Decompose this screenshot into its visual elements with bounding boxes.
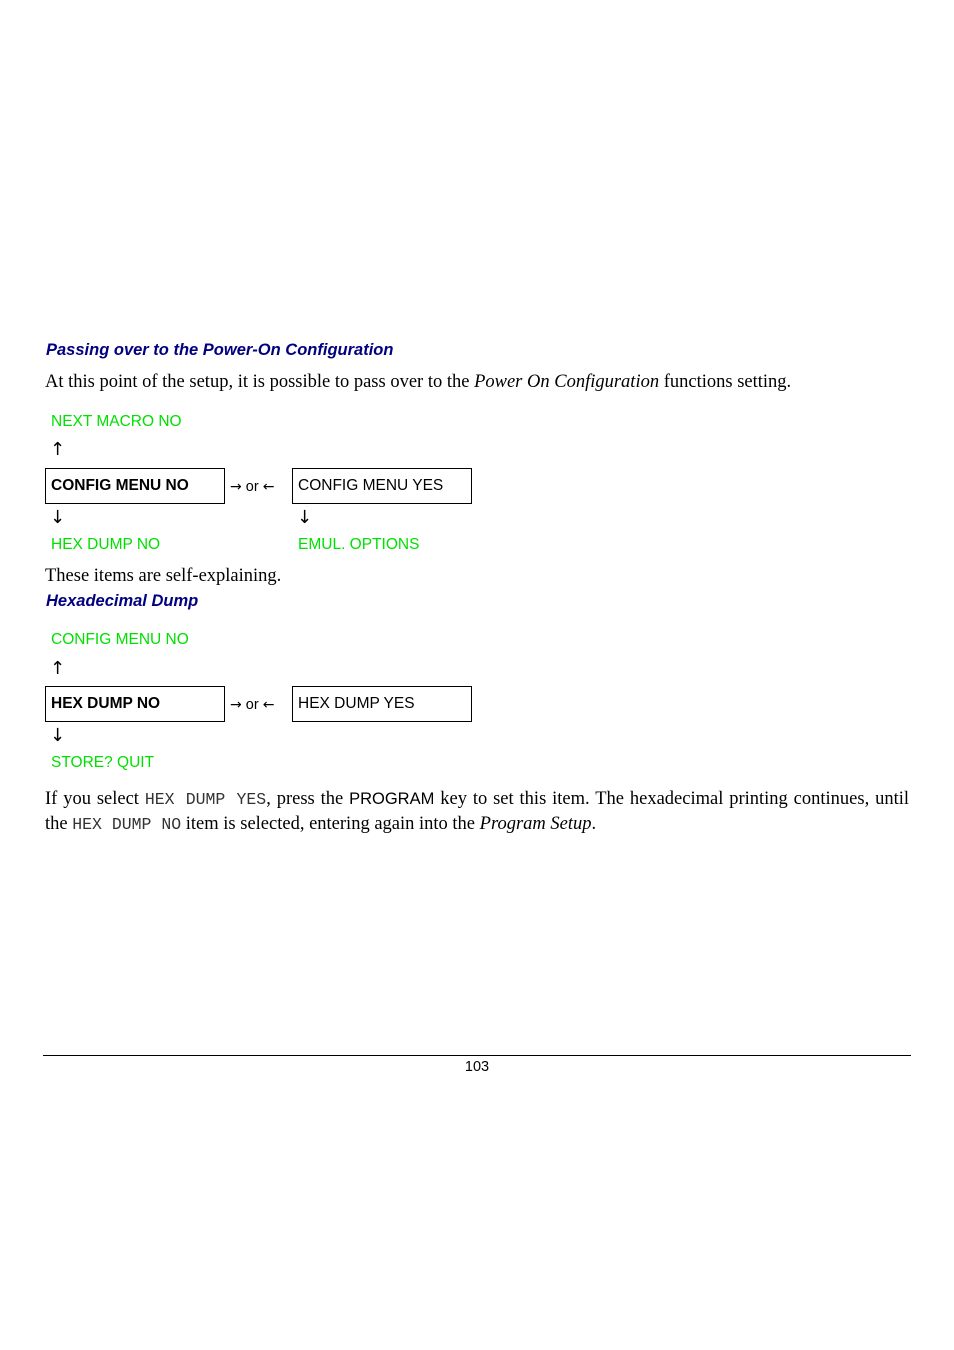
intro-paragraph <box>45 370 791 395</box>
explanation-note: These items are self-explaining. <box>45 566 282 586</box>
para-text: item is selected, entering again into the <box>181 814 480 834</box>
toggle-or-label: or <box>241 697 263 713</box>
toggle-or-label: or <box>241 479 263 495</box>
program-setup-emphasis: Program Setup <box>479 814 592 834</box>
page-number: 103 <box>464 1059 490 1075</box>
footer-rule <box>43 1055 911 1056</box>
intro-emphasis: Power On Configuration <box>474 372 660 392</box>
section-heading-power-on: Passing over to the Power-On Configuration <box>46 341 394 359</box>
down-arrow-icon: ↓ <box>297 507 313 528</box>
menu-item-above: NEXT MACRO NO <box>51 413 182 430</box>
down-arrow-icon: ↓ <box>50 725 66 746</box>
right-arrow-icon: → <box>230 697 242 713</box>
current-menu-box: HEX DUMP NO <box>45 686 225 722</box>
section-heading-hex-dump: Hexadecimal Dump <box>46 592 199 610</box>
menu-item-below: STORE? QUIT <box>51 754 155 771</box>
menu-item-below-right: EMUL. OPTIONS <box>298 536 420 553</box>
toggle-indicator <box>230 479 274 495</box>
alternate-menu-box: HEX DUMP YES <box>292 686 472 722</box>
para-text: , press the <box>266 789 350 809</box>
intro-text-pre: At this point of the setup, it is possible to pass over to the <box>45 372 475 392</box>
program-key-label: PROGRAM <box>349 790 435 808</box>
alternate-menu-box: CONFIG MENU YES <box>292 468 472 504</box>
toggle-indicator <box>230 697 274 713</box>
left-arrow-icon: ← <box>262 697 275 713</box>
para-text: . <box>591 814 597 834</box>
up-arrow-icon: ↑ <box>50 658 66 679</box>
para-text: key to set this item. The hexadecimal printing continues, until the <box>45 789 910 834</box>
up-arrow-icon: ↑ <box>50 439 66 460</box>
down-arrow-icon: ↓ <box>50 507 66 528</box>
menu-item-below-left: HEX DUMP NO <box>51 536 161 553</box>
code-hex-dump-yes: HEX DUMP YES <box>144 790 267 809</box>
intro-text-post: functions setting. <box>659 372 792 392</box>
left-arrow-icon: ← <box>262 479 275 495</box>
current-menu-box: CONFIG MENU NO <box>45 468 225 504</box>
menu-item-above: CONFIG MENU NO <box>51 631 189 648</box>
right-arrow-icon: → <box>230 479 242 495</box>
hex-dump-paragraph <box>45 787 909 837</box>
para-text: If you select <box>45 789 145 809</box>
code-hex-dump-no: HEX DUMP NO <box>72 815 182 834</box>
